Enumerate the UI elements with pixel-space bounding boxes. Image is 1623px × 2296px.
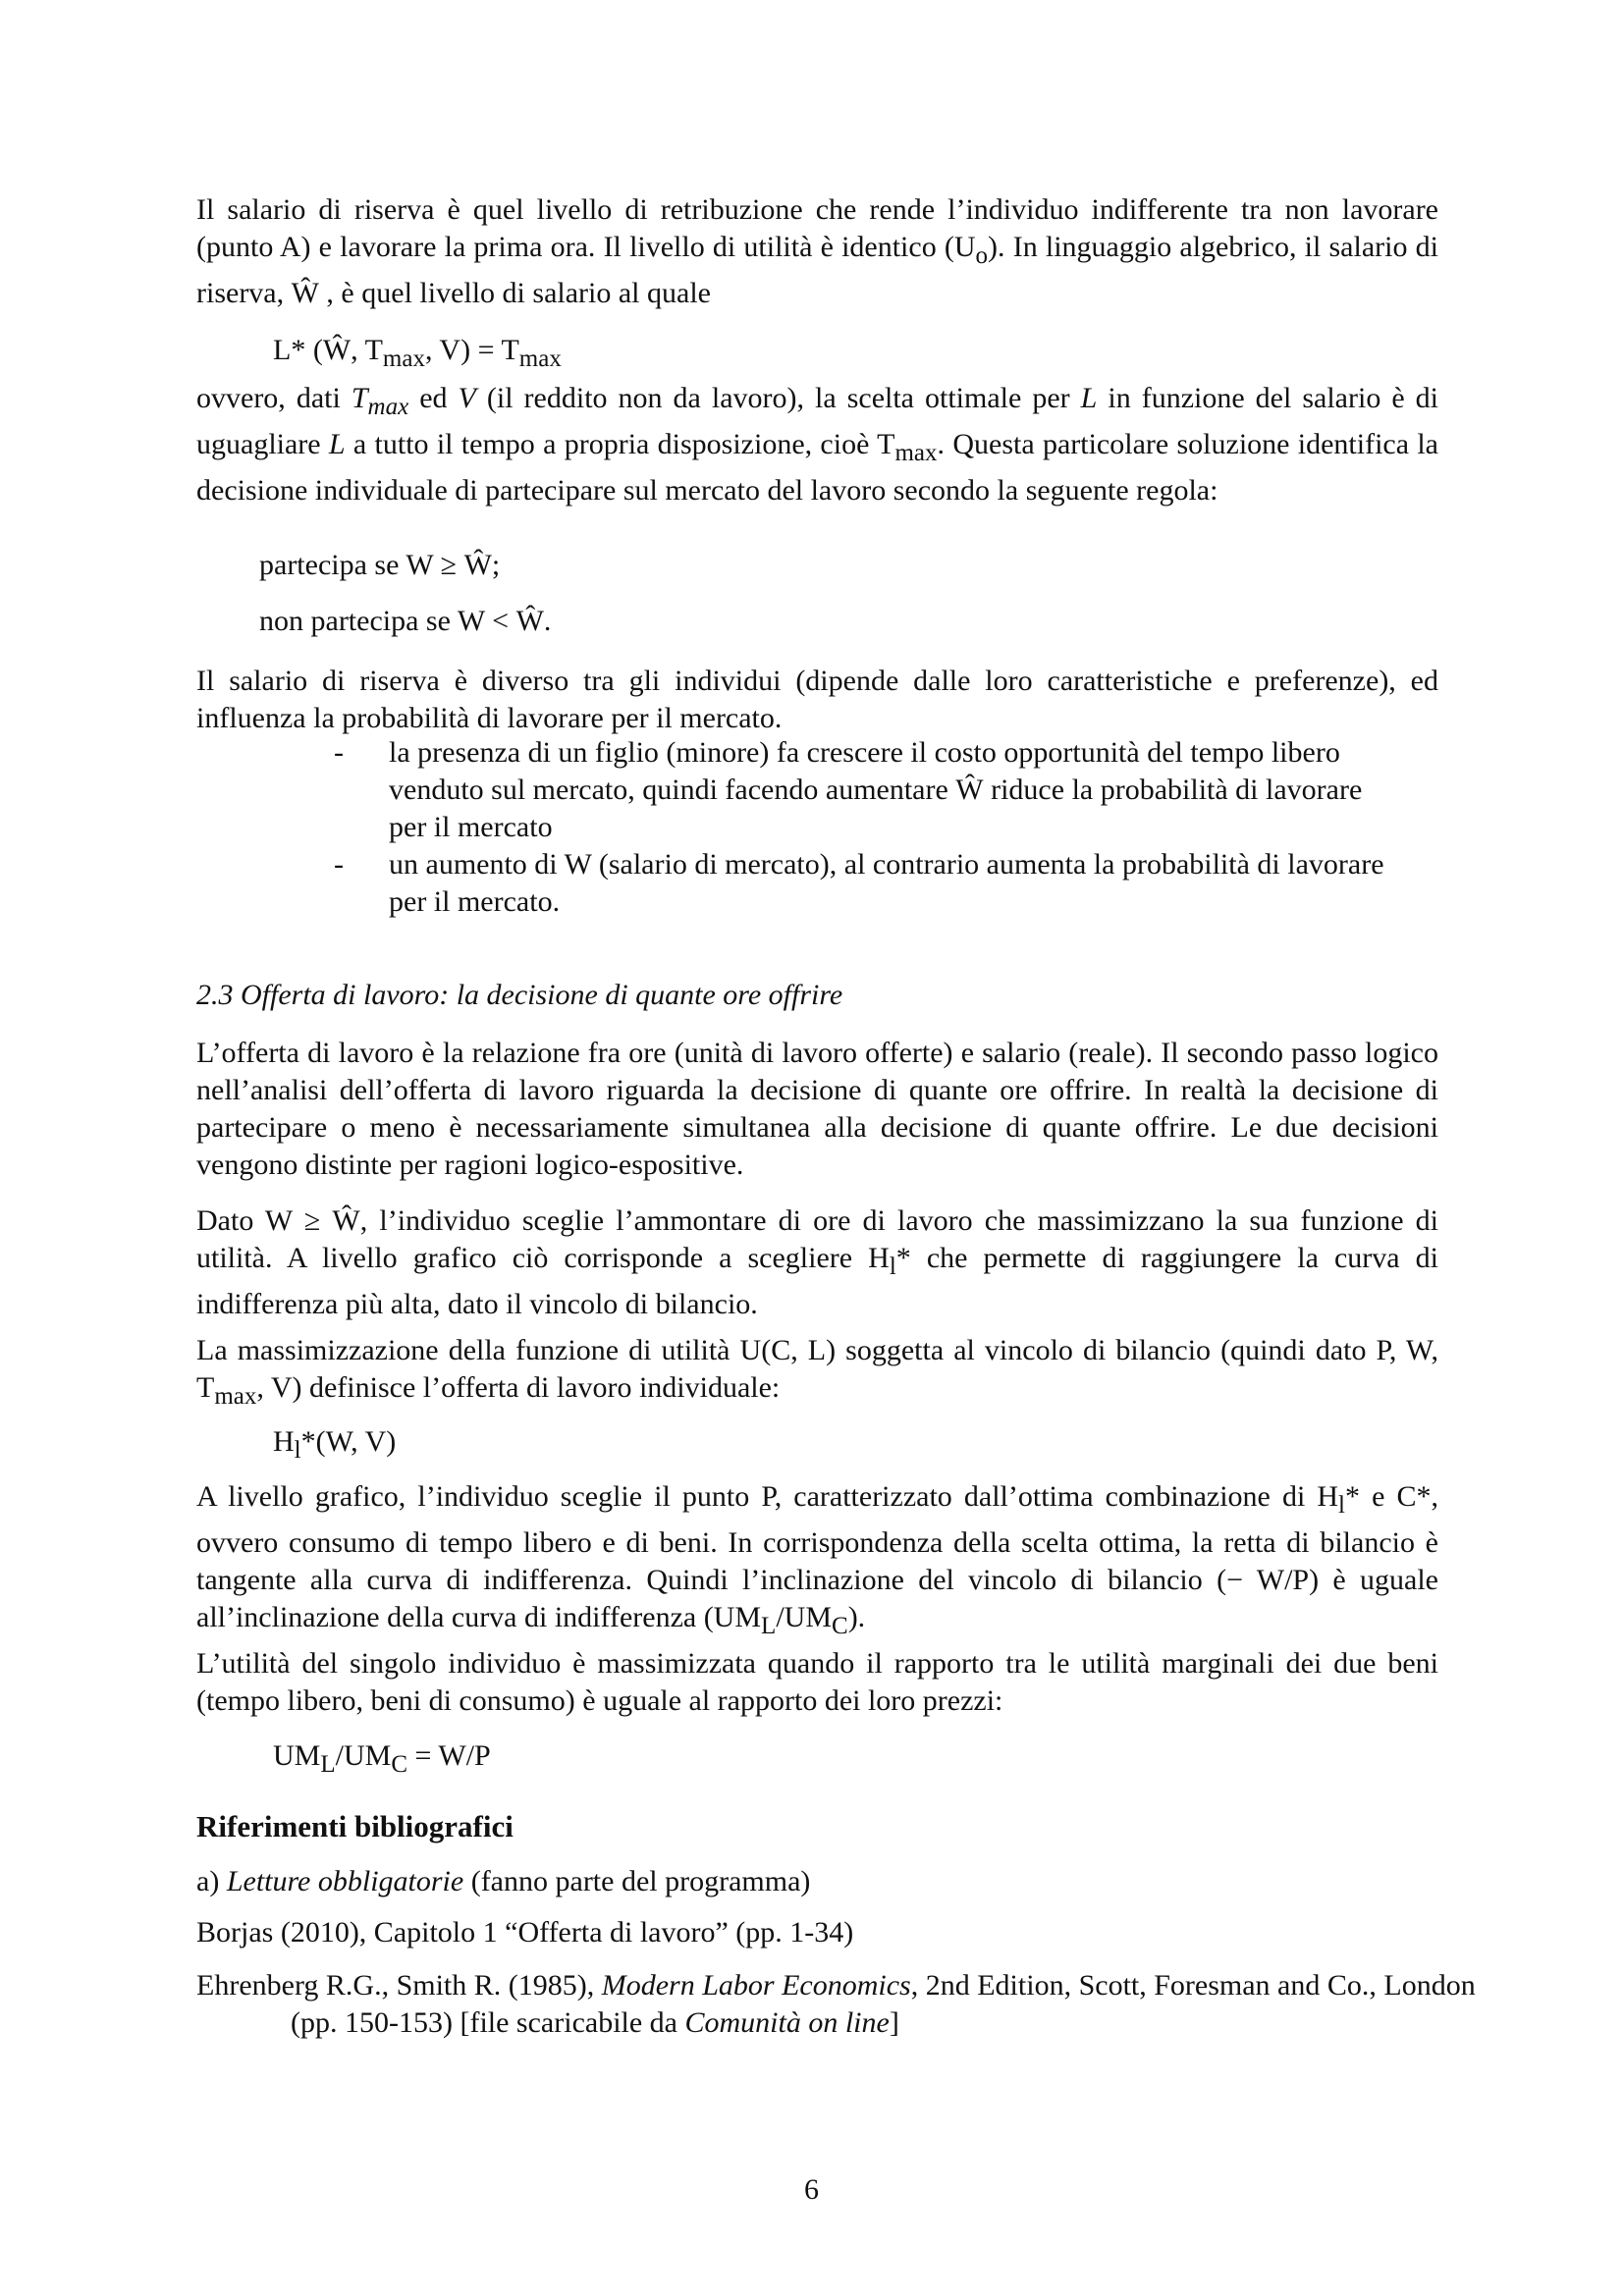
- section-heading: 2.3 Offerta di lavoro: la decisione di quante ore offrire: [196, 979, 843, 1011]
- references-subheading: a) Letture obbligatorie (fanno parte del programma): [196, 1865, 811, 1897]
- reference-borjas: Borjas (2010), Capitolo 1 “Offerta di lavoro” (pp. 1-34): [196, 1916, 854, 1949]
- paragraph-utility-ratio: L’utilità del singolo individuo è massimizzata quando il rapporto tra le utilità marginali dei due beni (tempo libero, beni di consumo) è uguale al rapporto dei loro prezzi:: [196, 1647, 1438, 1717]
- equation-reservation-wage: L* (Ŵ, $T_{max}$, $V) = T_{max}$: [273, 334, 562, 372]
- rule-participate: partecipa se W ≥ Ŵ;: [259, 549, 501, 581]
- list-item: - la presenza di un figlio (minore) fa crescere il costo opportunità del tempo libero venduto sul mercato, quindi facendo aumentare Ŵ riduce la probabilità di lavorare per il mercato: [334, 736, 1363, 843]
- paragraph-reservation-differences: Il salario di riserva è diverso tra gli individui (dipende dalle loro caratteristiche e preferenze), ed influenza la probabilità di lavorare per il mercato.: [196, 665, 1438, 734]
- equation-marginal-utility: $UM_L/UM_C = W/P$: [273, 1739, 491, 1778]
- bullet-dash: -: [334, 848, 344, 881]
- paragraph-labor-supply: L’offerta di lavoro è la relazione fra ore (unità di lavoro offerte) e salario (reale). Il secondo passo logico nell’analisi dell’offerta di lavoro riguarda la decisione di quante ore offrire. In realtà la decisione di partecipare o meno è necessariamente simultanea alla decisione di quante offrire. Le due decisioni vengono distinte per ragioni logico-espositive.: [196, 1037, 1438, 1181]
- bullet-dash: -: [334, 736, 344, 769]
- references-heading: Riferimenti bibliografici: [196, 1809, 514, 1843]
- paragraph-optimal-choice: ovvero, dati $T_{max}$ ed V (il reddito non da lavoro), la scelta ottimale per L in funzione del salario è di uguagliare L a tutto il tempo a propria disposizione, cioè $T_{max}$. Questa particolare soluzione identifica la decisione individuale di partecipare sul mercato del lavoro secondo la seguente regola:: [196, 382, 1438, 507]
- paragraph-graphical-choice: A livello grafico, l’individuo sceglie il punto P, caratterizzato dall’ottima combinazione di $H_l*$ e C*, ovvero consumo di tempo libero e di beni. In corrispondenza della scelta ottima, la retta di bilancio è tangente alla curva di indifferenza. Quindi l’inclinazione del vincolo di bilancio (− W/P) è uguale all’inclinazione della curva di indifferenza $(UM_L/UM_C)$.: [196, 1480, 1438, 1639]
- page-number: 6: [804, 2173, 819, 2206]
- paragraph-maximization: La massimizzazione della funzione di utilità U(C, L) soggetta al vincolo di bilancio (quindi dato P, W, $T_{max}$, V) definisce l’offerta di lavoro individuale:: [196, 1334, 1438, 1410]
- paragraph-maximize-utility: Dato W ≥ Ŵ, l’individuo sceglie l’ammontare di ore di lavoro che massimizzano la sua funzione di utilità. A livello grafico ciò corrisponde a scegliere $H_l*$ che permette di raggiungere la curva di indifferenza più alta, dato il vincolo di bilancio.: [196, 1204, 1438, 1320]
- reference-ehrenberg: Ehrenberg R.G., Smith R. (1985), Modern Labor Economics, 2nd Edition, Scott, Foresman and Co., London (pp. 150-153) [file scaricabile da Comunità on line]: [196, 1969, 1476, 2039]
- rule-not-participate: non partecipa se W < Ŵ.: [259, 605, 552, 637]
- paragraph-reservation-wage: Il salario di riserva è quel livello di retribuzione che rende l’individuo indifferente tra non lavorare (punto A) e lavorare la prima ora. Il livello di utilità è identico $(U_o)$. In linguaggio algebrico, il salario di riserva, Ŵ , è quel livello di salario al quale: [196, 193, 1438, 309]
- equation-labor-supply: $H_l*(W$, V): [273, 1425, 397, 1464]
- bullet-list: [334, 734, 1394, 921]
- list-item: - un aumento di W (salario di mercato), al contrario aumenta la probabilità di lavorare per il mercato.: [334, 848, 1384, 918]
